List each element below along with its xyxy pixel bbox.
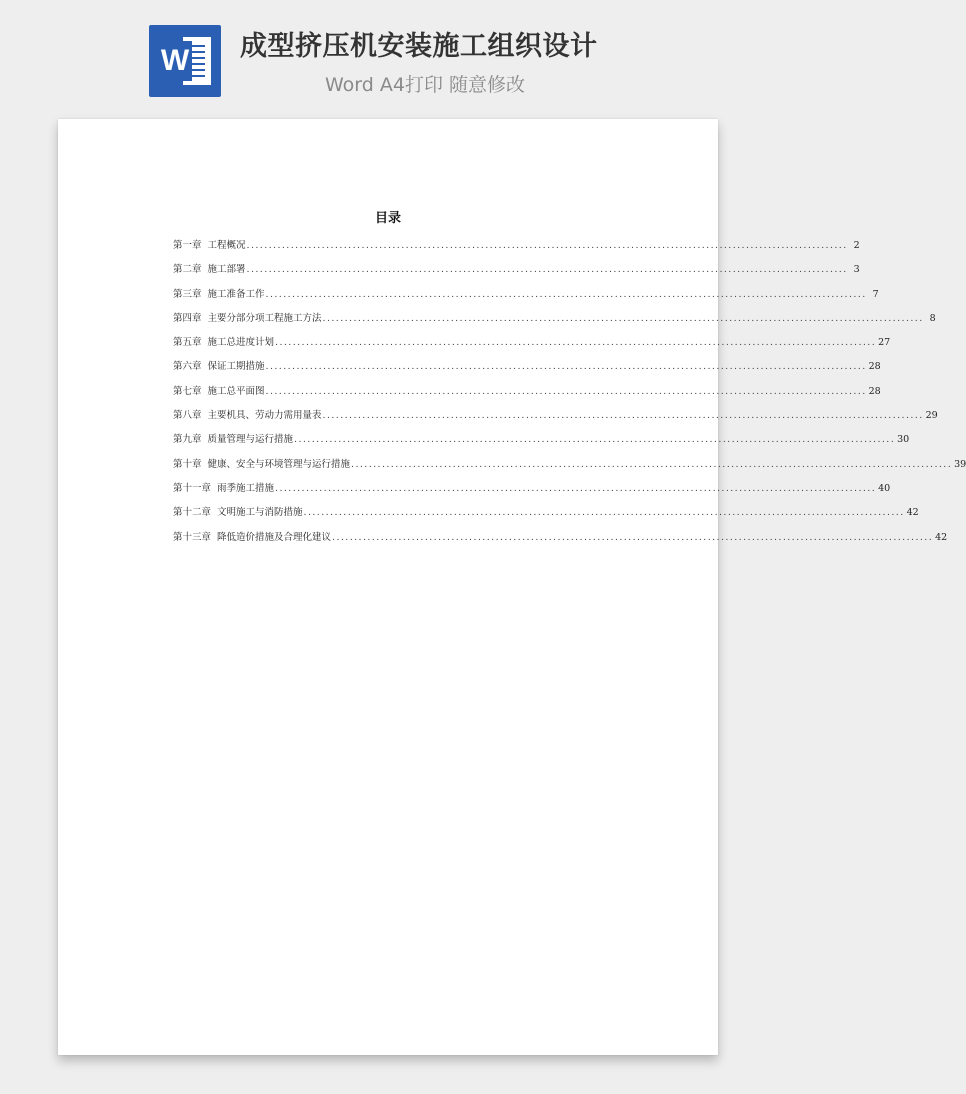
toc-page-number: 27 xyxy=(878,337,891,349)
toc-leader: ........................................................................................................................................ xyxy=(322,312,924,324)
toc-leader: ........................................................................................................................................ xyxy=(351,458,953,470)
toc-leader: ........................................................................................................................................ xyxy=(265,385,867,397)
toc-chapter: 第三章 xyxy=(173,288,202,300)
toc-entry[interactable] xyxy=(173,431,910,455)
toc-title: 工程概况 xyxy=(207,240,246,251)
document-subtitle: Word A4打印 随意修改 xyxy=(325,74,526,96)
toc-page-number: 28 xyxy=(868,385,881,397)
toc-title: 雨季施工措施 xyxy=(217,482,275,494)
toc-page-number: 7 xyxy=(872,288,879,300)
toc-entry[interactable] xyxy=(173,407,938,431)
toc-entry[interactable] xyxy=(173,480,891,504)
toc-entry[interactable] xyxy=(173,504,919,528)
toc-chapter: 第十三章 xyxy=(173,531,212,543)
toc-leader: ........................................................................................................................................ xyxy=(265,288,867,300)
toc-title: 主要机具、劳动力需用量表 xyxy=(207,410,322,422)
toc-title: 降低造价措施及合理化建议 xyxy=(217,531,332,543)
toc-leader: ........................................................................................................................................ xyxy=(303,507,905,519)
toc-title: 文明施工与消防措施 xyxy=(217,507,303,519)
toc-leader: ........................................................................................................................................ xyxy=(275,337,877,349)
toc-entry[interactable] xyxy=(173,383,881,407)
logo-letter: W xyxy=(160,44,190,77)
toc-leader: ........................................................................................................................................ xyxy=(332,531,934,543)
toc-page-number: 42 xyxy=(906,507,919,519)
toc-page-number: 39 xyxy=(954,458,966,470)
toc-leader: ........................................................................................................................................ xyxy=(246,264,848,276)
toc-entry[interactable] xyxy=(173,529,948,553)
toc-title: 质量管理与运行措施 xyxy=(207,434,294,446)
toc-leader: ........................................................................................................................................ xyxy=(275,482,877,494)
toc-page-number: 28 xyxy=(868,361,881,373)
toc-title: 健康、安全与环境管理与运行措施 xyxy=(207,458,351,470)
document-page xyxy=(58,119,966,1055)
toc-entry[interactable] xyxy=(173,358,881,382)
toc-chapter: 第十二章 xyxy=(173,507,212,519)
toc-entry[interactable] xyxy=(173,286,879,310)
toc-chapter: 第二章 xyxy=(173,264,202,276)
toc-chapter: 第五章 xyxy=(173,337,202,349)
toc-page-number: 29 xyxy=(925,410,938,422)
toc-leader: ........................................................................................................................................ xyxy=(294,434,896,446)
toc-entry[interactable] xyxy=(173,261,860,285)
toc-chapter: 第六章 xyxy=(173,361,202,373)
toc-chapter: 第七章 xyxy=(173,385,202,397)
toc-entry[interactable] xyxy=(173,310,936,334)
toc-entry[interactable] xyxy=(173,237,860,261)
document-title: 成型挤压机安装施工组织设计 xyxy=(240,31,598,62)
toc-chapter: 第十章 xyxy=(173,458,202,470)
toc-page-number: 42 xyxy=(935,531,948,543)
toc-chapter: 第四章 xyxy=(173,312,202,324)
toc-title: 施工准备工作 xyxy=(207,288,265,300)
preview-header xyxy=(0,0,774,110)
toc-entry[interactable] xyxy=(173,456,966,480)
toc-title: 主要分部分项工程施工方法 xyxy=(207,312,322,324)
toc-title: 保证工期措施 xyxy=(207,361,265,373)
toc-page-number: 30 xyxy=(897,434,910,446)
toc-leader: ........................................................................................................................................ xyxy=(246,240,848,251)
toc-list xyxy=(173,237,966,553)
word-document-icon xyxy=(149,25,221,97)
toc-page-number: 2 xyxy=(853,240,860,251)
toc-entry[interactable] xyxy=(173,334,891,358)
toc-title: 施工总进度计划 xyxy=(207,337,275,349)
toc-page-number: 3 xyxy=(853,264,860,276)
toc-chapter: 第一章 xyxy=(173,240,202,251)
toc-title: 施工总平面图 xyxy=(207,385,265,397)
toc-heading: 目录 xyxy=(374,211,401,226)
toc-chapter: 第十一章 xyxy=(173,482,212,494)
toc-leader: ........................................................................................................................................ xyxy=(265,361,867,373)
toc-page-number: 8 xyxy=(929,312,936,324)
toc-page-number: 40 xyxy=(878,482,891,494)
toc-leader: ........................................................................................................................................ xyxy=(322,410,924,422)
toc-chapter: 第九章 xyxy=(173,434,202,446)
toc-chapter: 第八章 xyxy=(173,410,202,422)
toc-title: 施工部署 xyxy=(207,264,246,276)
